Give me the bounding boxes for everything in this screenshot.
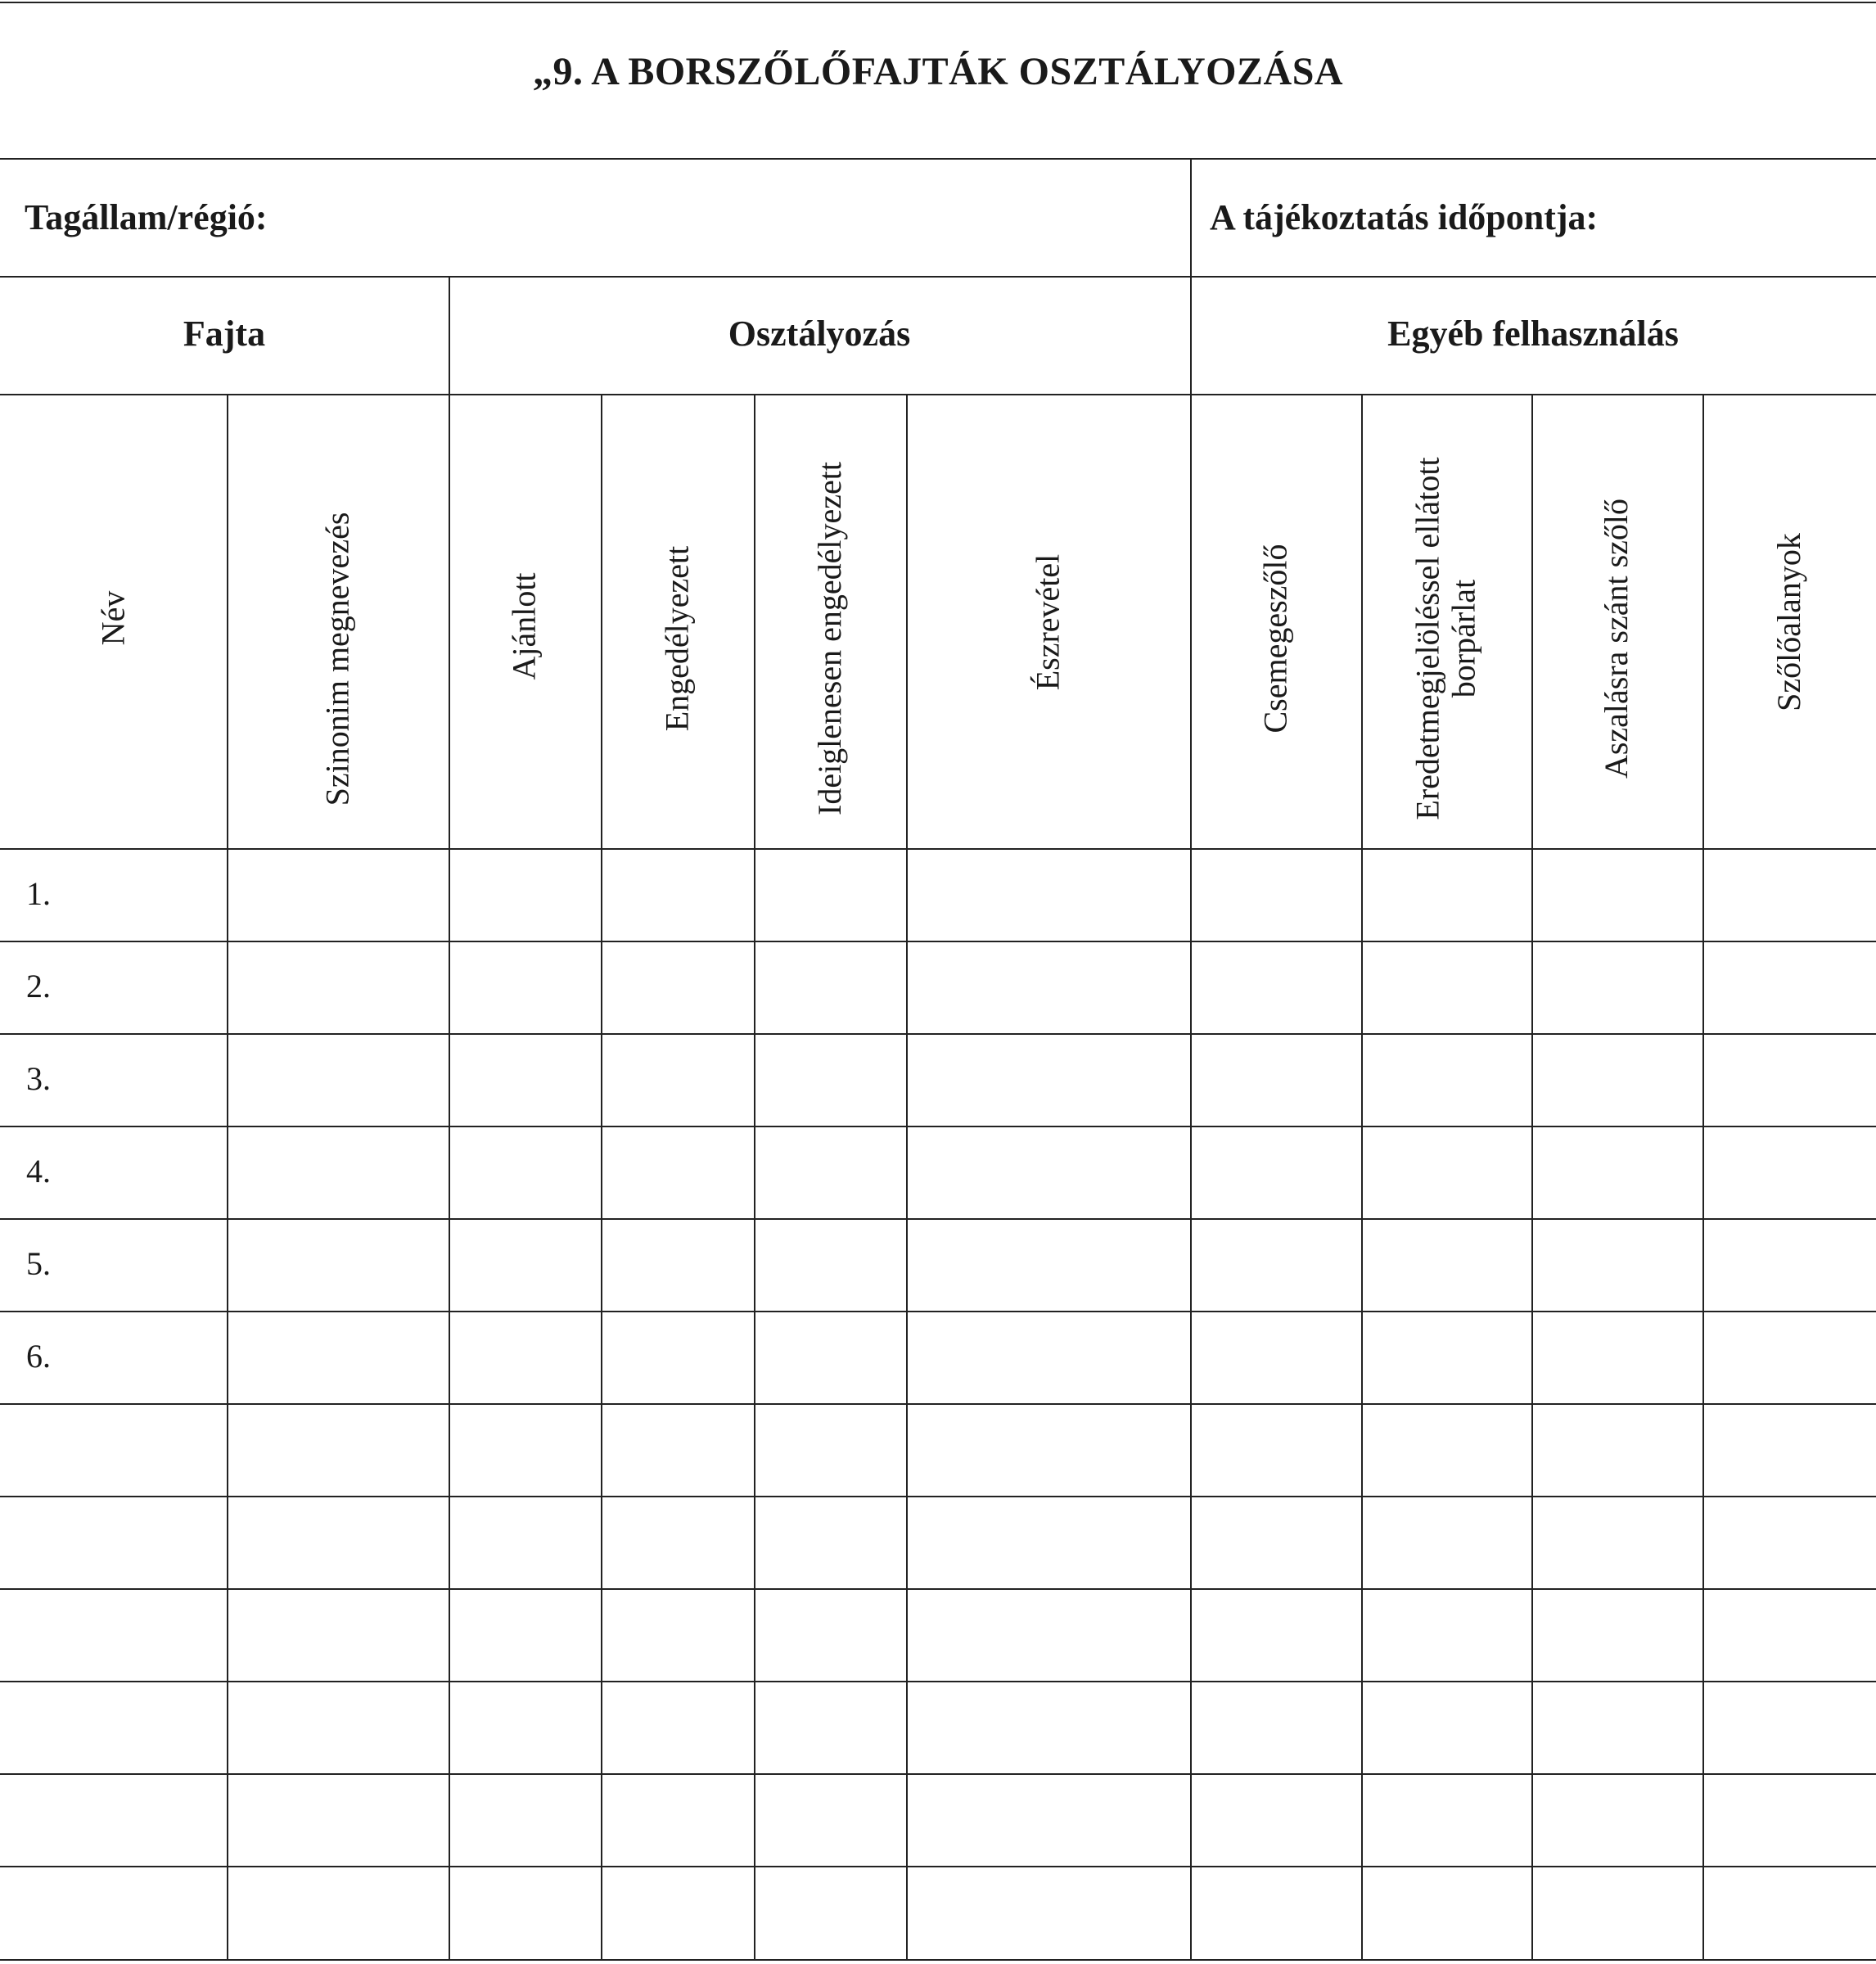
group-variety: Fajta [183, 314, 266, 354]
rule-below-info [0, 276, 1876, 278]
rule-below-groups [0, 394, 1876, 395]
col-header-wine-spirit [1361, 401, 1531, 843]
col-header-authorised-text: Engedélyezett [658, 545, 696, 732]
col-header-synonym-text: Szinonim megnevezés [318, 512, 356, 806]
group-classification: Osztályozás [728, 314, 911, 354]
rule-row-2 [0, 1033, 1876, 1035]
col-header-recommended [449, 401, 601, 843]
rule-row-11 [0, 1866, 1876, 1867]
row-number-1: 1. [26, 875, 51, 912]
col-header-rootstock-text: Szőlőalanyok [1770, 533, 1808, 711]
rule-row-7 [0, 1496, 1876, 1497]
group-other-use: Egyéb felhasználás [1387, 314, 1679, 354]
row-number-6: 6. [26, 1338, 51, 1375]
rule-below-headers [0, 848, 1876, 850]
col-header-table-grape [1190, 401, 1361, 843]
document-title: „9. A BORSZŐLŐFAJTÁK OSZTÁLYOZÁSA [532, 50, 1344, 93]
rule-row-6 [0, 1403, 1876, 1405]
row-number-5: 5. [26, 1245, 51, 1282]
rule-row-4 [0, 1218, 1876, 1220]
rule-top [0, 2, 1876, 3]
row-number-4: 4. [26, 1153, 51, 1190]
col-header-name-text: Név [94, 590, 132, 646]
col-header-remark [906, 401, 1190, 843]
col-header-rootstock [1702, 401, 1876, 843]
rule-below-title [0, 158, 1876, 160]
member-state-label: Tagállam/régió: [25, 197, 268, 237]
col-header-authorised [601, 401, 754, 843]
col-header-recommended-text: Ajánlott [506, 572, 543, 680]
col-header-drying-grape [1531, 401, 1702, 843]
col-header-temp-authorised-text: Ideiglenesen engedélyezett [811, 462, 848, 815]
rule-row-1 [0, 941, 1876, 942]
rule-row-5 [0, 1311, 1876, 1312]
row-number-2: 2. [26, 968, 51, 1005]
rule-info-divider [1190, 158, 1192, 278]
rule-row-3 [0, 1126, 1876, 1127]
row-number-3: 3. [26, 1060, 51, 1097]
col-header-table-grape-text: Csemegeszőlő [1256, 544, 1294, 734]
rule-row-8 [0, 1588, 1876, 1590]
col-header-synonym [227, 401, 449, 843]
col-header-remark-text: Észrevétel [1029, 553, 1067, 691]
col-header-temp-authorised [754, 401, 906, 843]
col-header-wine-spirit-line1: Eredetmegjelöléssel ellátott [1409, 457, 1447, 820]
col-header-drying-grape-text: Aszalásra szánt szőlő [1598, 498, 1635, 779]
rule-bottom [0, 1959, 1876, 1961]
rule-row-10 [0, 1773, 1876, 1775]
info-date-label: A tájékoztatás időpontja: [1210, 197, 1599, 237]
col-header-wine-spirit-line2: borpárlat [1445, 579, 1483, 698]
col-header-wine-spirit-text [1410, 457, 1482, 819]
rule-row-9 [0, 1681, 1876, 1682]
col-header-name [0, 401, 227, 843]
